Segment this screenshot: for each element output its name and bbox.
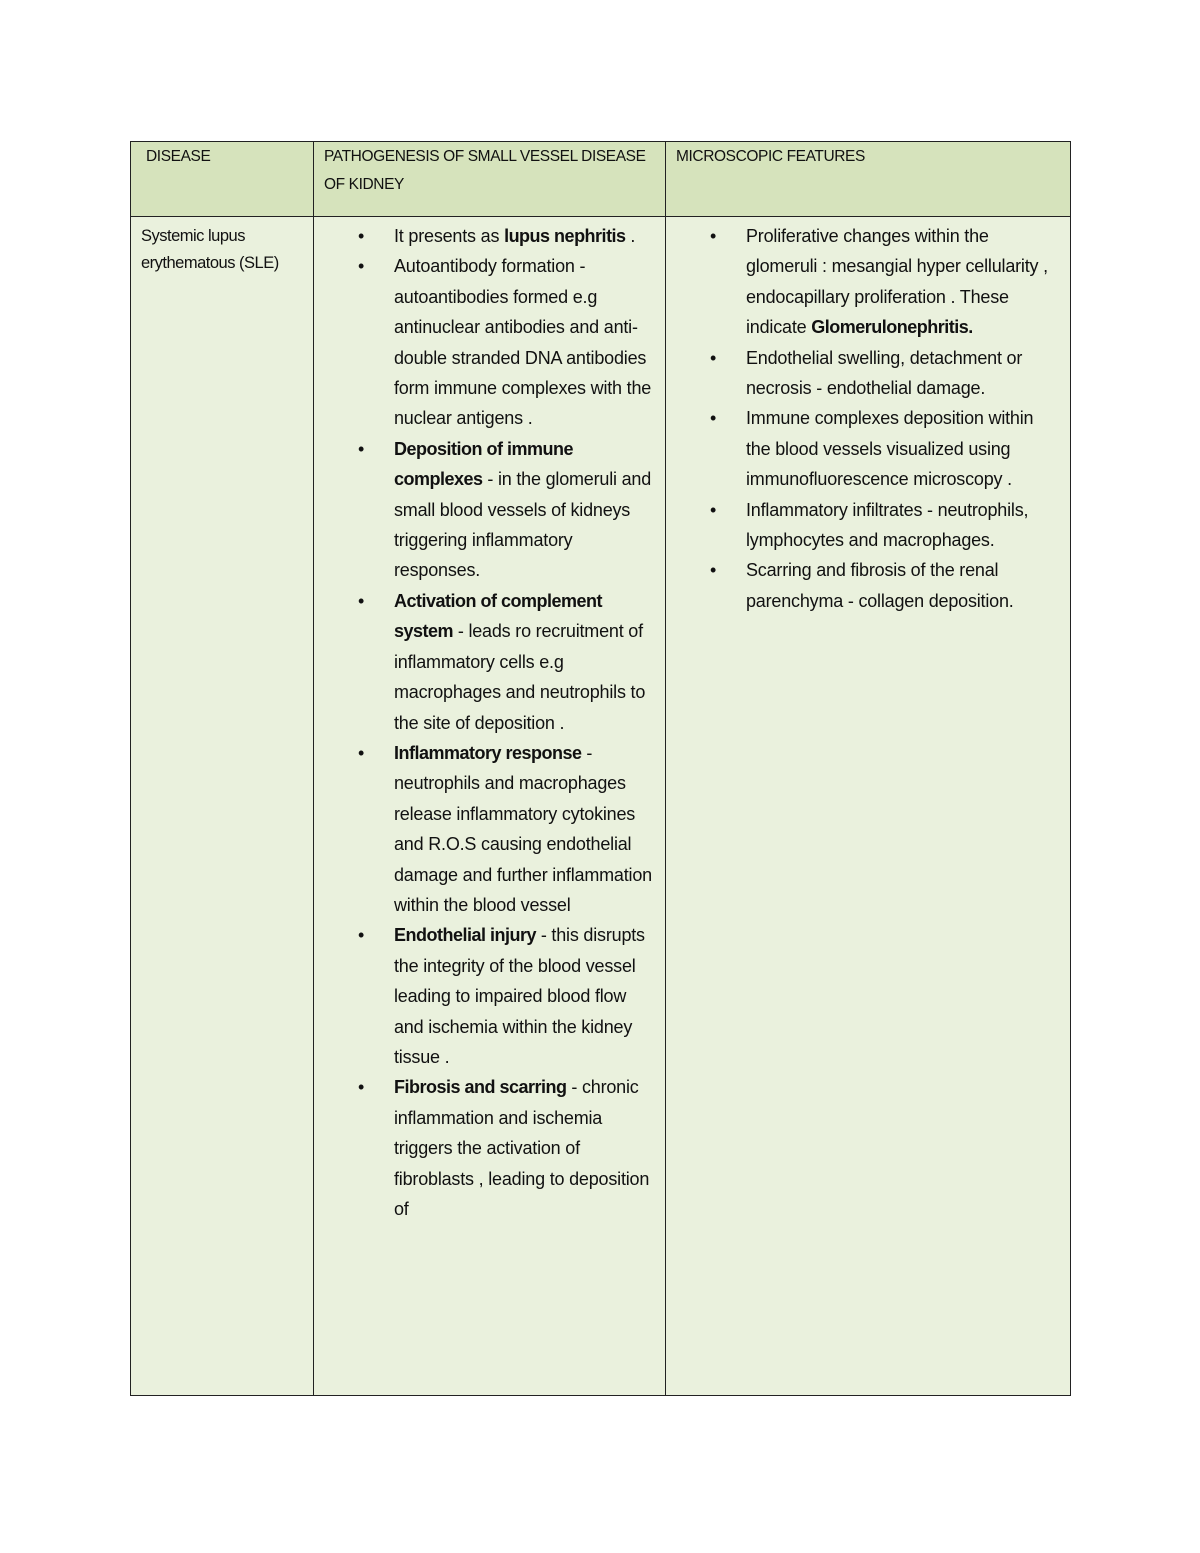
list-item <box>666 343 1060 404</box>
table-row <box>131 217 1071 1396</box>
bullet-icon: • <box>710 560 717 581</box>
bullet-icon: • <box>358 590 365 611</box>
list-item <box>314 586 655 738</box>
bullet-bold-term: Inflammatory response <box>394 742 582 763</box>
disease-cell <box>131 217 314 1396</box>
bullet-text: Scarring and fibrosis of the renal parenchyma - collagen deposition. <box>746 560 1014 611</box>
pathogenesis-list <box>314 217 665 1224</box>
bullet-text: - chronic inflammation and ischemia triggers the activation of fibroblasts , leading to deposition of <box>394 1077 650 1219</box>
list-item <box>666 221 1060 343</box>
bullet-text: - neutrophils and macrophages release inflammatory cytokines and R.O.S causing endothelial damage and further inflammation within the blood vessel <box>394 742 652 915</box>
bullet-icon: • <box>358 226 365 246</box>
disease-table <box>130 141 1071 1396</box>
list-item <box>666 555 1060 616</box>
bullet-text: . <box>625 226 636 246</box>
bullet-bold-term: Deposition of immune complexes <box>394 438 573 490</box>
header-pathogenesis: PATHOGENESIS OF SMALL VESSEL DISEASE OF KIDNEY <box>314 142 666 217</box>
list-item <box>314 221 655 251</box>
bullet-icon: • <box>710 499 717 520</box>
bullet-icon: • <box>710 226 717 246</box>
list-item <box>666 495 1060 556</box>
bullet-icon: • <box>358 742 365 763</box>
bullet-text: - in the glomeruli and small blood vessels of kidneys triggering inflammatory responses. <box>394 469 652 581</box>
microscopic-list <box>666 217 1070 616</box>
bullet-icon: • <box>358 438 365 459</box>
bullet-icon: • <box>710 347 717 368</box>
bullet-text: - this disrupts the integrity of the blood vessel leading to impaired blood flow and ischemia within the kidney tissue . <box>394 925 645 1067</box>
bullet-bold-term: Activation of complement system <box>394 590 603 642</box>
bullet-bold-term: Glomerulonephritis. <box>811 317 973 338</box>
bullet-text: - leads ro recruitment of inflammatory cells e.g macrophages and neutrophils to the site of deposition . <box>394 621 646 733</box>
bullet-text: Endothelial swelling, detachment or necrosis - endothelial damage. <box>746 347 1023 399</box>
bullet-text: Inflammatory infiltrates - neutrophils, lymphocytes and macrophages. <box>746 499 1029 551</box>
bullet-text: It presents as <box>394 226 505 246</box>
bullet-bold-term: Endothelial injury <box>394 925 537 946</box>
bullet-icon: • <box>358 925 365 946</box>
table-header-row <box>131 142 1071 217</box>
bullet-text: Immune complexes deposition within the blood vessels visualized using immunofluorescence microscopy . <box>746 408 1034 490</box>
list-item <box>666 403 1060 494</box>
list-item <box>314 1072 655 1224</box>
microscopic-cell <box>666 217 1071 1396</box>
bullet-text: Proliferative changes within the glomeruli : mesangial hyper cellularity , endocapillary proliferation . These indicate <box>746 226 1048 338</box>
bullet-icon: • <box>358 1077 365 1098</box>
header-microscopic-features: MICROSCOPIC FEATURES <box>666 142 1071 217</box>
list-item <box>314 434 655 586</box>
bullet-bold-term: Fibrosis and scarring <box>394 1077 567 1098</box>
bullet-text: Autoantibody formation - autoantibodies formed e.g antinuclear antibodies and anti- double stranded DNA antibodies form immune complexes with the nuclear antigens . <box>394 256 652 429</box>
bullet-icon: • <box>358 256 365 277</box>
header-disease: DISEASE <box>131 142 314 217</box>
bullet-bold-term: lupus nephritis <box>504 226 626 246</box>
list-item <box>314 738 655 920</box>
list-item <box>314 920 655 1072</box>
pathogenesis-cell <box>314 217 666 1396</box>
bullet-icon: • <box>710 408 717 429</box>
list-item <box>314 251 655 433</box>
disease-name: Systemic lupus erythematous (SLE) <box>141 227 279 272</box>
